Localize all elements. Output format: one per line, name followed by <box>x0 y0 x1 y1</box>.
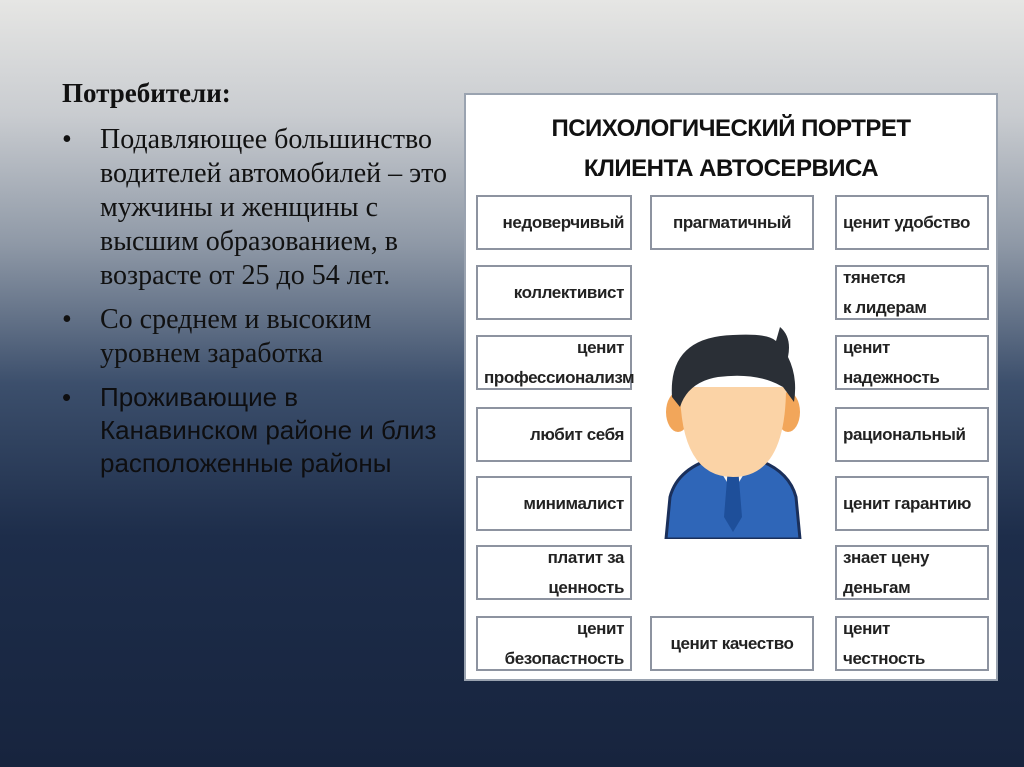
trait-box-right <box>835 407 989 462</box>
trait-box-left <box>476 616 632 671</box>
bullet-item <box>62 123 452 293</box>
trait-label: надежность <box>843 367 940 387</box>
trait-box-right <box>835 545 989 600</box>
trait-label: ценит <box>577 337 624 357</box>
trait-label: ценит <box>843 618 890 638</box>
trait-box-right <box>835 265 989 320</box>
trait-box-left <box>476 545 632 600</box>
trait-label: ценит <box>577 618 624 638</box>
trait-box-right <box>835 195 989 250</box>
trait-box-center <box>650 616 814 671</box>
bullet-text: Проживающие в Канавинском районе и близ расположенные районы <box>100 382 437 478</box>
bullet-mark: • <box>62 304 72 335</box>
trait-box-right <box>835 335 989 390</box>
trait-label: любит себя <box>530 424 624 444</box>
trait-label: ценит удобство <box>843 212 970 232</box>
trait-label: тянется <box>843 267 906 287</box>
trait-label: деньгам <box>843 577 911 597</box>
consumers-section <box>62 78 452 490</box>
trait-box-left <box>476 265 632 320</box>
trait-label: ценит <box>843 337 890 357</box>
person-icon <box>658 327 808 539</box>
trait-label: рациональный <box>843 424 966 444</box>
bullet-text: Со среднем и высоким уровнем заработка <box>100 304 372 369</box>
trait-label: прагматичный <box>672 212 792 232</box>
trait-box-center <box>650 195 814 250</box>
trait-label: платит за <box>547 547 624 567</box>
trait-box-left <box>476 335 635 390</box>
trait-box-right <box>835 476 989 531</box>
trait-label: ценит качество <box>670 633 794 653</box>
trait-label: ценит гарантию <box>843 493 972 513</box>
trait-label: минималист <box>523 493 624 513</box>
trait-box-right <box>835 616 989 671</box>
trait-label: коллективист <box>513 282 624 302</box>
trait-label: недоверчивый <box>502 212 624 232</box>
trait-label: честность <box>843 648 925 668</box>
trait-label: ценность <box>548 577 624 597</box>
bullet-mark: • <box>62 382 72 412</box>
bullet-item <box>62 303 452 371</box>
trait-box-left <box>476 407 632 462</box>
trait-label: знает цену <box>843 547 930 567</box>
bullet-list <box>62 123 452 480</box>
trait-label: безопастность <box>504 648 624 668</box>
client-portrait-image <box>464 93 998 681</box>
trait-label: профессионализм <box>484 367 635 387</box>
trait-box-left <box>476 476 632 531</box>
portrait-title-line2: КЛИЕНТА АВТОСЕРВИСА <box>583 155 879 182</box>
trait-label: к лидерам <box>843 297 927 317</box>
bullet-item <box>62 381 452 480</box>
section-title: Потребители: <box>62 78 231 108</box>
trait-box-left <box>476 195 632 250</box>
bullet-mark: • <box>62 124 72 155</box>
bullet-text: Подавляющее большинство водителей автомобилей – это мужчины и женщины с высшим образованием, в возрасте от 25 до 54 лет. <box>100 124 448 291</box>
portrait-title-line1: ПСИХОЛОГИЧЕСКИЙ ПОРТРЕТ <box>551 115 911 142</box>
